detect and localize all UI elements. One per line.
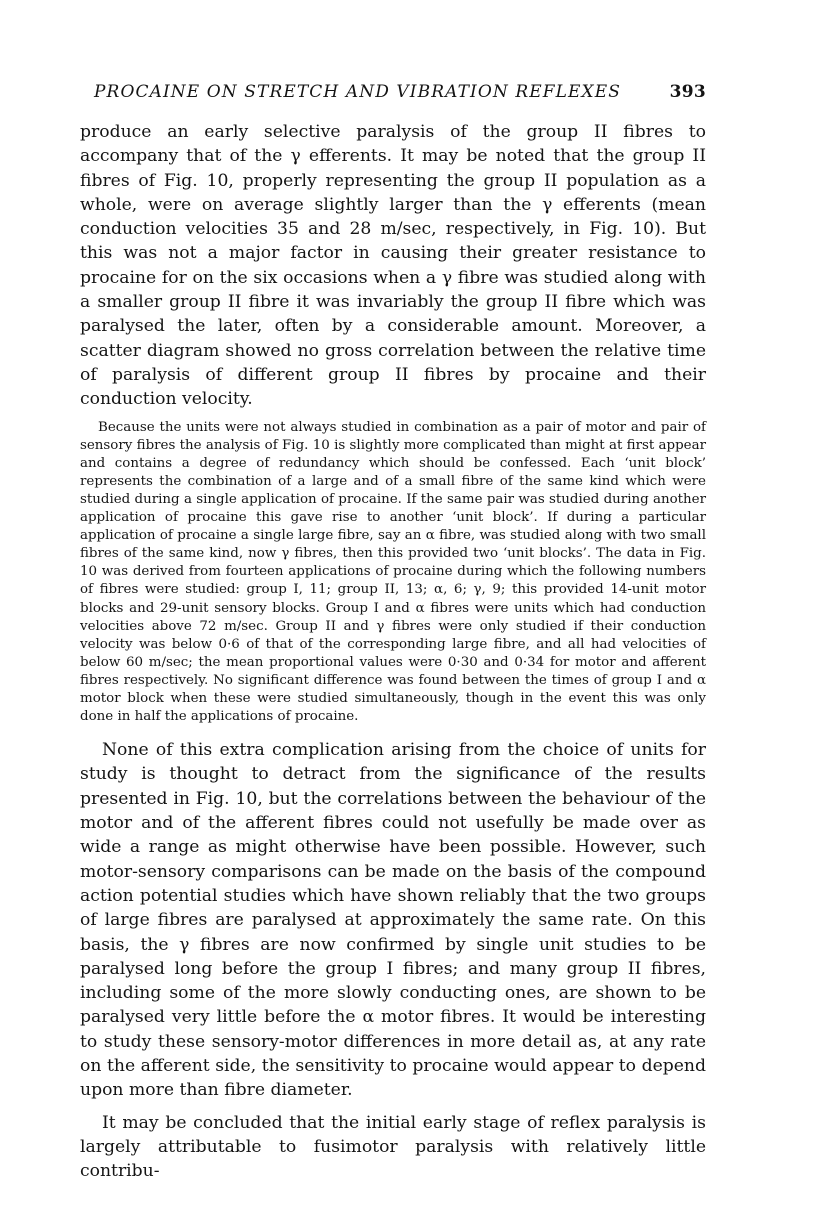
paragraph-complication: None of this extra complication arising from the choice of units for study is thought to detract from the significance of the results presented in Fig. 10, but the correlations between the behaviour of the motor and of the afferent fibres could not usefully be made over as wide a range as might otherwise have been possible. However, such motor-sensory comparisons can be made on the basis of the compound action potential studies which have shown reliably that the two groups of large fibres are paralysed at approximately the same rate. On this basis, the γ fibres are now confirmed by single unit studies to be paralysed long before the group I fibres; and many group II fibres, including some of the more slowly conducting ones, are shown to be paralysed very little before the α motor fibres. It would be interesting to study these sensory-motor differences in more detail as, at any rate on the afferent side, the sensitivity to procaine would appear to depend upon more than fibre diameter. xyxy=(80,740,706,1101)
running-title: PROCAINE ON STRETCH AND VIBRATION REFLEXES xyxy=(94,82,621,102)
small-print-note: Because the units were not always studied in combination as a pair of motor and pair of sensory fibres the analysis of Fig. 10 is slightly more complicated than might at first appear and contains a degree of redundancy which should be confessed. Each ‘unit block’ represents the combination of a large and of a small fibre of the same kind which were studied during a single application of procaine. If the same pair was studied during another application of procaine this gave rise to another ‘unit block’. If during a particular application of procaine a single large fibre, say an α fibre, was studied along with two small fibres of the same kind, now γ fibres, then this provided two ‘unit blocks’. The data in Fig. 10 was derived from fourteen applications of procaine during which the following numbers of fibres were studied: group I, 11; group II, 13; α, 6; γ, 9; this provided 14-unit motor blocks and 29-unit sensory blocks. Group I and α fibres were units which had conduction velocities above 72 m/sec. Group II and γ fibres were only studied if their conduction velocity was below 0·6 of that of the corresponding large fibre, and all had velocities of below 60 m/sec; the mean proportional values were 0·30 and 0·34 for motor and afferent fibres respectively. No significant difference was found between the times of group I and α motor block when these were studied simultaneously, though in the event this was only done in half the applications of procaine. xyxy=(80,419,706,725)
page-number: 393 xyxy=(669,82,706,102)
paragraph-conclusion: It may be concluded that the initial early stage of reflex paralysis is largely attributable to fusimotor paralysis with relatively little contribu- xyxy=(80,1112,706,1182)
journal-page xyxy=(80,82,706,1184)
running-head xyxy=(80,82,706,106)
paragraph-continuation: produce an early selective paralysis of the group II fibres to accompany that of the γ efferents. It may be noted that the group II fibres of Fig. 10, properly representing the group II population as a whole, were on average slightly larger than the γ efferents (mean conduction velocities 35 and 28 m/sec, respectively, in Fig. 10). But this was not a major factor in causing their greater resistance to procaine for on the six occasions when a γ fibre was studied along with a smaller group II fibre it was invariably the group II fibre which was paralysed the later, often by a considerable amount. Moreover, a scatter diagram showed no gross correlation between the relative time of paralysis of different group II fibres by procaine and their conduction velocity. xyxy=(80,122,706,410)
